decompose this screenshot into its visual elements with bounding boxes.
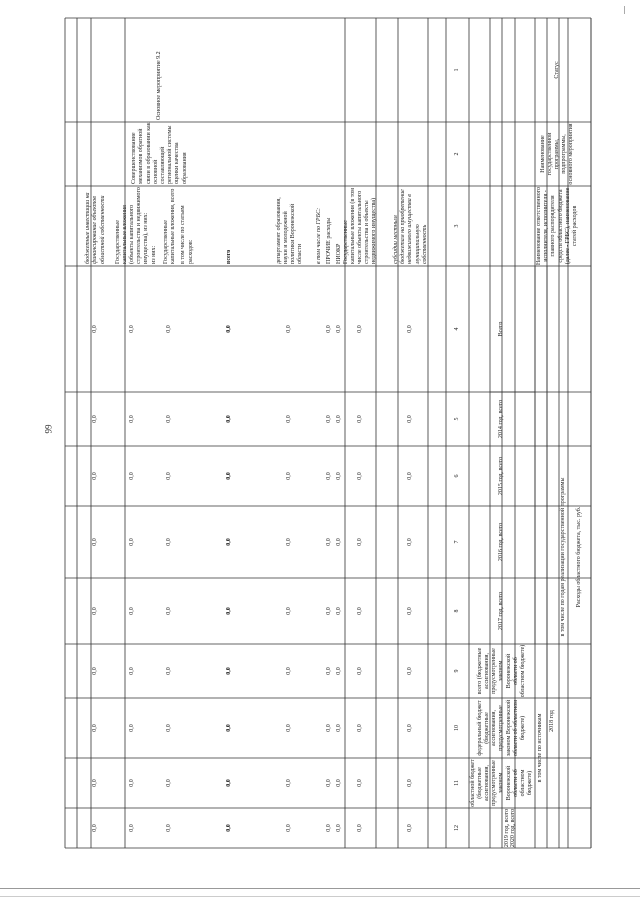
row-label-12: бюджетные инвестиции на финансирование объектов областной собственности	[85, 192, 106, 264]
value-cell-9-9: 0,0	[166, 824, 173, 832]
row-label-3: НИОКР	[336, 243, 343, 264]
column-number-5: 5	[453, 417, 460, 421]
value-cell-12-8: 0,0	[92, 779, 99, 787]
value-cell-7-7: 0,0	[226, 724, 233, 732]
scan-edge	[0, 888, 640, 889]
value-cell-9-4: 0,0	[166, 538, 173, 546]
page-number: 99	[43, 424, 54, 434]
value-cell-4-5: 0,0	[326, 607, 333, 615]
row-label-4: ПРОЧИЕ расходы	[326, 217, 333, 264]
value-cell-3-8: 0,0	[336, 779, 343, 787]
value-cell-7-1: 0,0	[226, 325, 233, 333]
header-2018-regional: областной бюджет (бюджетные ассигнования, предусмотренные законом Воронежской области об областном бюджете)	[469, 759, 534, 807]
value-cell-3-1: 0,0	[336, 325, 343, 333]
column-number-9: 9	[453, 669, 460, 673]
value-cell-11-4: 0,0	[128, 538, 135, 546]
scan-mark	[624, 6, 625, 14]
value-cell-4-4: 0,0	[326, 538, 333, 546]
value-cell-6-8: 0,0	[286, 779, 293, 787]
value-cell-1-9: 0,0	[407, 824, 414, 832]
value-cell-2-7: 0,0	[356, 724, 363, 732]
value-cell-4-9: 0,0	[326, 824, 333, 832]
main-event-status: Основное мероприятие 9.2	[156, 51, 163, 120]
value-cell-11-8: 0,0	[128, 779, 135, 787]
row-label-5: в том числе по ГРБС:	[316, 207, 323, 264]
value-cell-12-7: 0,0	[92, 724, 99, 732]
value-cell-6-9: 0,0	[286, 824, 293, 832]
value-cell-4-8: 0,0	[326, 779, 333, 787]
value-cell-3-5: 0,0	[336, 607, 343, 615]
row-label-2: Государственные капитальные вложения (в том числе объекты капитального строительства и объекты недвижимого имущества)	[342, 188, 378, 264]
value-cell-9-2: 0,0	[166, 415, 173, 423]
row-label-7: всего	[226, 249, 233, 264]
value-cell-7-8: 0,0	[226, 779, 233, 787]
value-cell-3-6: 0,0	[336, 667, 343, 675]
header-status: Статус	[553, 61, 560, 79]
value-cell-7-5: 0,0	[226, 607, 233, 615]
header-2016: 2016 год, всего	[498, 522, 505, 562]
value-cell-4-3: 0,0	[326, 472, 333, 480]
value-cell-2-6: 0,0	[356, 667, 363, 675]
value-cell-4-1: 0,0	[326, 325, 333, 333]
value-cell-11-1: 0,0	[128, 325, 135, 333]
column-number-10: 10	[453, 725, 460, 731]
value-cell-1-2: 0,0	[407, 415, 414, 423]
value-cell-3-9: 0,0	[336, 824, 343, 832]
value-cell-7-6: 0,0	[226, 667, 233, 675]
column-number-7: 7	[453, 540, 460, 544]
value-cell-12-2: 0,0	[92, 415, 99, 423]
column-number-6: 6	[453, 474, 460, 478]
header-total: Всего	[498, 321, 505, 337]
value-cell-6-6: 0,0	[286, 667, 293, 675]
value-cell-11-9: 0,0	[128, 824, 135, 832]
column-number-4: 4	[453, 327, 460, 331]
scan-edge-secondary	[0, 896, 640, 897]
main-event-name: Совершенствование механизмов обратной связи в образовании как основной составляющей региональной системы оценки качества образования	[131, 122, 188, 184]
value-cell-9-8: 0,0	[166, 779, 173, 787]
value-cell-3-3: 0,0	[336, 472, 343, 480]
value-cell-1-7: 0,0	[407, 724, 414, 732]
header-2019: 2019 год, всего	[504, 808, 511, 848]
value-cell-9-7: 0,0	[166, 724, 173, 732]
header-2020: 2020 год, всего	[510, 808, 517, 848]
column-number-3: 3	[453, 224, 460, 228]
value-cell-9-1: 0,0	[166, 325, 173, 333]
value-cell-2-9: 0,0	[356, 824, 363, 832]
value-cell-9-5: 0,0	[166, 607, 173, 615]
value-cell-3-2: 0,0	[336, 415, 343, 423]
value-cell-1-4: 0,0	[407, 538, 414, 546]
value-cell-2-3: 0,0	[356, 472, 363, 480]
value-cell-7-3: 0,0	[226, 472, 233, 480]
row-label-11: Государственные капитальные вложения (объекты капитального строительства и недвижимого имущества), из них:	[114, 187, 150, 264]
column-number-1: 1	[453, 68, 460, 72]
row-label-1: субсидии местным бюджетам на приобретение недвижимого имущества в муниципальную собственность	[393, 189, 428, 264]
value-cell-6-3: 0,0	[286, 472, 293, 480]
row-label-10: из них:	[151, 245, 158, 264]
value-cell-12-3: 0,0	[92, 472, 99, 480]
value-cell-6-5: 0,0	[286, 607, 293, 615]
value-cell-6-1: 0,0	[286, 325, 293, 333]
value-cell-11-6: 0,0	[128, 667, 135, 675]
value-cell-7-2: 0,0	[226, 415, 233, 423]
value-cell-12-6: 0,0	[92, 667, 99, 675]
value-cell-4-6: 0,0	[326, 667, 333, 675]
value-cell-12-9: 0,0	[92, 824, 99, 832]
header-expenses-subtitle: в том числе по годам реализации государственной программы	[559, 477, 566, 637]
value-cell-12-5: 0,0	[92, 607, 99, 615]
value-cell-3-7: 0,0	[336, 724, 343, 732]
value-cell-2-8: 0,0	[356, 779, 363, 787]
value-cell-2-4: 0,0	[356, 538, 363, 546]
column-number-11: 11	[453, 780, 460, 786]
header-expenses-title: Расходы областного бюджета, тыс. руб.	[575, 506, 582, 608]
column-number-8: 8	[453, 609, 460, 613]
value-cell-2-1: 0,0	[356, 325, 363, 333]
value-cell-1-8: 0,0	[407, 779, 414, 787]
value-cell-4-2: 0,0	[326, 415, 333, 423]
value-cell-7-9: 0,0	[226, 824, 233, 832]
value-cell-11-7: 0,0	[128, 724, 135, 732]
value-cell-11-5: 0,0	[128, 607, 135, 615]
value-cell-1-1: 0,0	[407, 325, 414, 333]
value-cell-6-7: 0,0	[286, 724, 293, 732]
header-2018: 2018 год	[549, 710, 556, 732]
value-cell-2-2: 0,0	[356, 415, 363, 423]
header-2014: 2014 год, всего	[498, 399, 505, 439]
value-cell-6-4: 0,0	[286, 538, 293, 546]
header-2018-sources: в том числе по источникам	[537, 713, 544, 783]
header-2015: 2015 год, всего	[498, 456, 505, 496]
value-cell-2-5: 0,0	[356, 607, 363, 615]
header-2017: 2017 год, всего	[498, 591, 505, 631]
value-cell-9-3: 0,0	[166, 472, 173, 480]
row-label-8: в том числе по статьям расходов:	[180, 205, 194, 264]
row-label-6: департамент образования, науки и молодежной политики Воронежской области	[275, 197, 304, 264]
column-number-12: 12	[453, 825, 460, 831]
value-cell-3-4: 0,0	[336, 538, 343, 546]
column-number-2: 2	[453, 152, 460, 156]
header-2018-total: всего (бюджетные ассигнования, предусмотренные законом Воронежской области об областном бюджете)	[476, 644, 526, 698]
value-cell-4-7: 0,0	[326, 724, 333, 732]
value-cell-11-2: 0,0	[128, 415, 135, 423]
value-cell-6-2: 0,0	[286, 415, 293, 423]
value-cell-7-4: 0,0	[226, 538, 233, 546]
value-cell-1-6: 0,0	[407, 667, 414, 675]
row-label-9: Государственные капитальные вложения, всего	[162, 188, 176, 264]
header-executor-name: Наименование ответственного исполнителя, исполнителя - главного распорядителя средств областного бюджета (далее - ГРБС), наименование статей расходов	[535, 186, 578, 266]
header-program-name: Наименование государственной программы, подпрограммы, основного мероприятия	[539, 123, 575, 185]
value-cell-12-1: 0,0	[92, 325, 99, 333]
value-cell-9-6: 0,0	[166, 667, 173, 675]
budget-table	[65, 18, 591, 848]
header-2018-federal: федеральный бюджет (бюджетные ассигнования, предусмотренные законом Воронежской области об областном бюджете)	[476, 699, 526, 757]
value-cell-12-4: 0,0	[92, 538, 99, 546]
value-cell-1-5: 0,0	[407, 607, 414, 615]
value-cell-11-3: 0,0	[128, 472, 135, 480]
value-cell-1-3: 0,0	[407, 472, 414, 480]
